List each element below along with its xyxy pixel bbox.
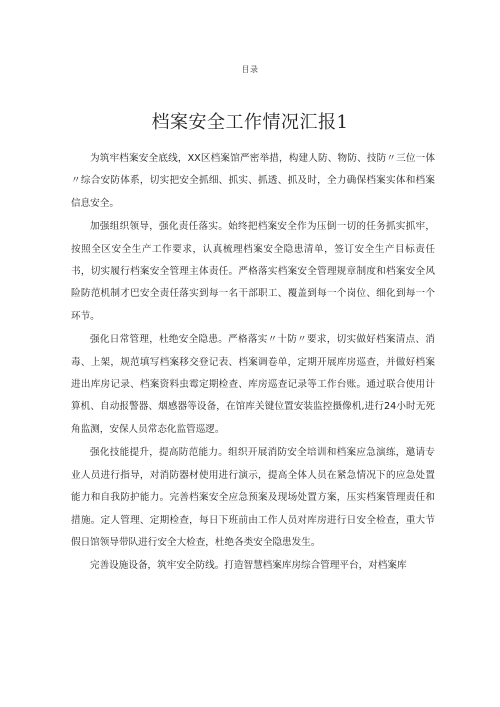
- document-body: [71, 148, 435, 579]
- paragraph-facilities: 完善设施设备，筑牢安全防线。打造智慧档案库房综合管理平台，对档案库: [90, 560, 407, 572]
- paragraph-leadership: 加强组织领导，强化责任落实。始终把档案安全作为压倒一切的任务抓实抓牢，按照全区安全生产工作要求，认真梳理档案安全隐患清单，签订安全生产目标责任书，切实履行档案安全管理主体责任。严格落实档案安全管理规章制度和档案安全风险防范机制才巴安全责任落实到每一名干部职工、覆盖到每一个岗位、细化到每一个环节。: [71, 221, 435, 322]
- document-title: 档案安全工作情况汇报1: [151, 112, 349, 133]
- paragraph-intro: 为筑牢档案安全底线，XX区档案馆严密举措，构建人防、物防、技防〃三位一体〃综合安防体系，切实把安全抓细、抓实、抓透、抓及时，全力确保档案实体和档案信息安全。: [71, 153, 435, 209]
- paragraph-daily-management: 强化日常管理，杜绝安全隐患。严格落实〃十防〃要求，切实做好档案清点、消毒、上架，规范填写档案移交登记表、档案调卷单，定期开展库房巡查，并做好档案进出库房记录、档案资料虫霉定期检查、库房巡查记录等工作台账。通过联合使用计算机、自动报警器、烟感器等设备，在馆库关键位置安装监控摄像机,进行24小时无死角监测，安保人员常态化监管巡逻。: [71, 334, 435, 435]
- paragraph-skills: 强化技能提升，提高防范能力。组织开展消防安全培训和档案应急演练，邀请专业人员进行指导，对消防器材使用进行演示，提高全体人员在紧急情况下的应急处置能力和自我防护能力。完善档案安全应急预案及现场处置方案，压实档案管理责任和措施。定人管理、定期检查，每日下班前由工作人员对库房进行日安全检查，重大节假日馆领导带队进行安全大检查，杜绝各类安全隐患发生。: [71, 447, 435, 548]
- toc-label: 目录: [241, 65, 259, 74]
